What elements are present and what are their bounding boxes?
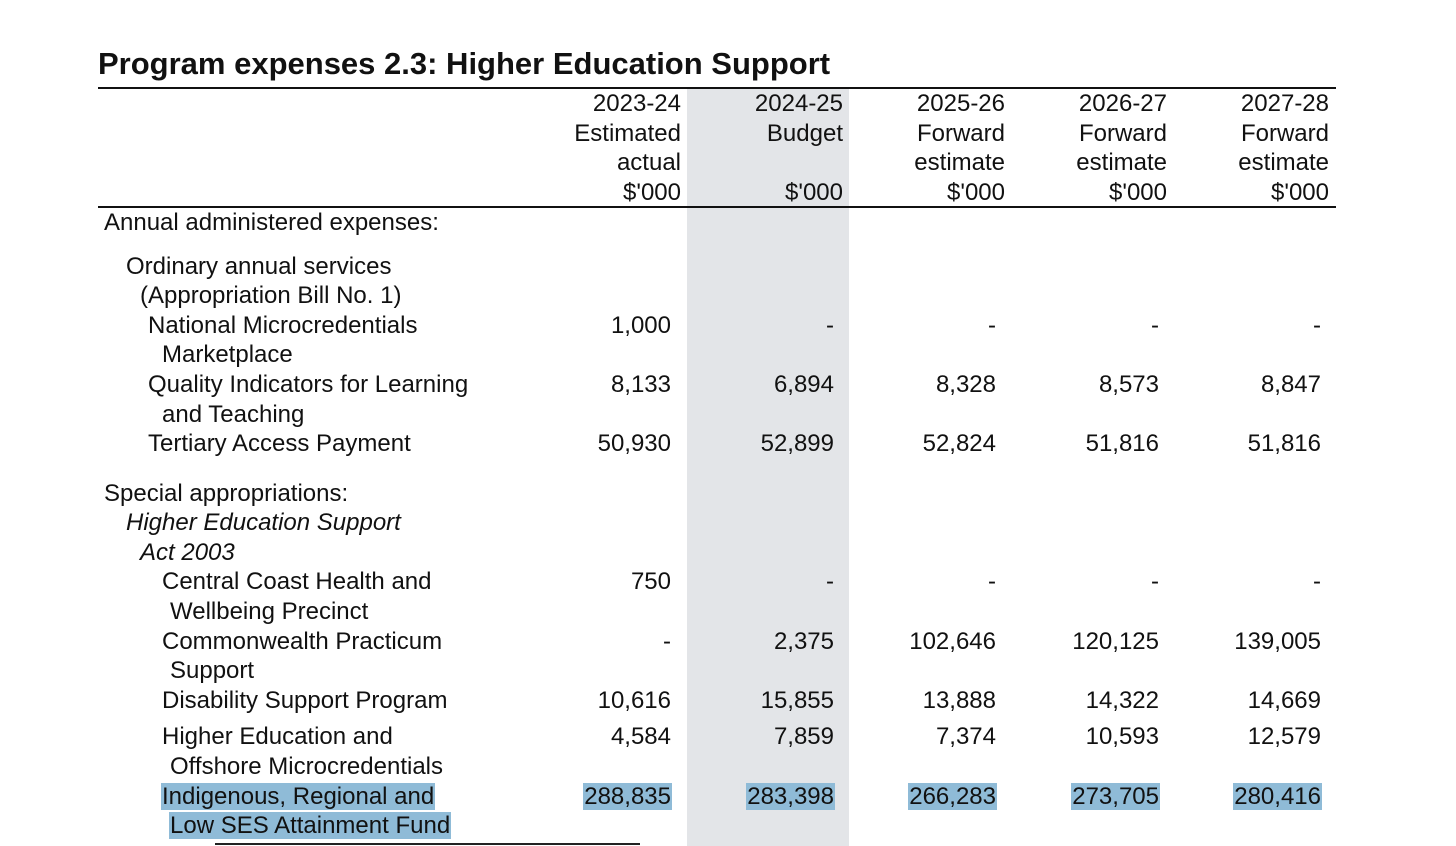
cell-2023-24: - <box>663 628 671 655</box>
cell-2025-26 <box>908 782 997 812</box>
row-label: Commonwealth Practicum <box>162 628 443 655</box>
cell-2026-27 <box>1071 782 1160 812</box>
cell-2026-27: 8,573 <box>1098 371 1159 398</box>
col-header-2024-25: 2024-25 Budget $'000 <box>754 90 843 206</box>
cell-2023-24: 8,133 <box>610 371 671 398</box>
cell-2025-26: 7,374 <box>935 723 996 750</box>
cell-2024-25: 2,375 <box>773 628 834 655</box>
row-label-cont: and Teaching <box>162 401 305 428</box>
cell-2025-26: 102,646 <box>909 628 996 655</box>
row-label-cont: Marketplace <box>162 341 293 368</box>
col-header-2027-28: 2027-28 Forward estimate $'000 <box>1238 90 1329 206</box>
cell-2023-24 <box>583 782 672 812</box>
cell-2027-28: - <box>1313 312 1321 339</box>
cell-2024-25: 52,899 <box>760 430 834 457</box>
cell-2025-26: - <box>988 312 996 339</box>
section-special-appropriations: Special appropriations: <box>104 480 349 507</box>
row-label-cont-highlighted <box>169 811 451 841</box>
section-act-title: Higher Education Support <box>126 509 401 536</box>
cell-2027-28: - <box>1313 568 1321 595</box>
row-label-highlighted <box>161 782 435 812</box>
page-title: Program expenses 2.3: Higher Education Support <box>98 46 831 81</box>
cell-2023-24: 10,616 <box>597 687 671 714</box>
cutoff-underline <box>215 843 640 845</box>
cell-2023-24: 4,584 <box>610 723 671 750</box>
cell-2026-27: 51,816 <box>1085 430 1159 457</box>
highlight: Low SES Attainment Fund <box>170 812 451 839</box>
section-annual-administered: Annual administered expenses: <box>104 209 439 236</box>
cell-2027-28: 8,847 <box>1260 371 1321 398</box>
highlight: 280,416 <box>1234 783 1321 810</box>
row-label: Higher Education and <box>162 723 393 750</box>
row-label: National Microcredentials <box>148 312 418 339</box>
row-label-cont: Wellbeing Precinct <box>170 598 369 625</box>
row-label: Tertiary Access Payment <box>148 430 411 457</box>
cell-2027-28: 51,816 <box>1247 430 1321 457</box>
col-header-2025-26: 2025-26 Forward estimate $'000 <box>914 90 1005 206</box>
highlight: Indigenous, Regional and <box>162 783 435 810</box>
highlight: 283,398 <box>747 783 834 810</box>
cell-2026-27: - <box>1151 568 1159 595</box>
cell-2027-28 <box>1233 782 1322 812</box>
cell-2023-24: 50,930 <box>597 430 671 457</box>
cell-2027-28: 139,005 <box>1234 628 1321 655</box>
col-header-2026-27: 2026-27 Forward estimate $'000 <box>1076 90 1167 206</box>
section-appropriation-bill: (Appropriation Bill No. 1) <box>140 282 402 309</box>
highlight: 288,835 <box>584 783 671 810</box>
cell-2026-27: 120,125 <box>1072 628 1159 655</box>
cell-2024-25: 15,855 <box>760 687 834 714</box>
cell-2027-28: 12,579 <box>1247 723 1321 750</box>
row-label-cont: Offshore Microcredentials <box>170 753 443 780</box>
highlight: 273,705 <box>1072 783 1159 810</box>
cell-2024-25: - <box>826 312 834 339</box>
row-label: Disability Support Program <box>162 687 448 714</box>
cell-2026-27: 10,593 <box>1085 723 1159 750</box>
cell-2023-24: 750 <box>630 568 671 595</box>
cell-2025-26: 13,888 <box>922 687 996 714</box>
row-label: Central Coast Health and <box>162 568 432 595</box>
section-ordinary-annual-services: Ordinary annual services <box>126 253 392 280</box>
cell-2027-28: 14,669 <box>1247 687 1321 714</box>
row-label: Quality Indicators for Learning <box>148 371 469 398</box>
cell-2025-26: 52,824 <box>922 430 996 457</box>
cell-2026-27: - <box>1151 312 1159 339</box>
cell-2025-26: 8,328 <box>935 371 996 398</box>
highlight: 266,283 <box>909 783 996 810</box>
cell-2024-25: - <box>826 568 834 595</box>
cell-2023-24: 1,000 <box>610 312 671 339</box>
col-header-2023-24: 2023-24 Estimated actual $'000 <box>574 90 681 206</box>
cell-2026-27: 14,322 <box>1085 687 1159 714</box>
section-act-year: Act 2003 <box>140 539 235 566</box>
cell-2024-25: 7,859 <box>773 723 834 750</box>
cell-2024-25 <box>746 782 835 812</box>
row-label-cont: Support <box>170 657 255 684</box>
cell-2025-26: - <box>988 568 996 595</box>
cell-2024-25: 6,894 <box>773 371 834 398</box>
